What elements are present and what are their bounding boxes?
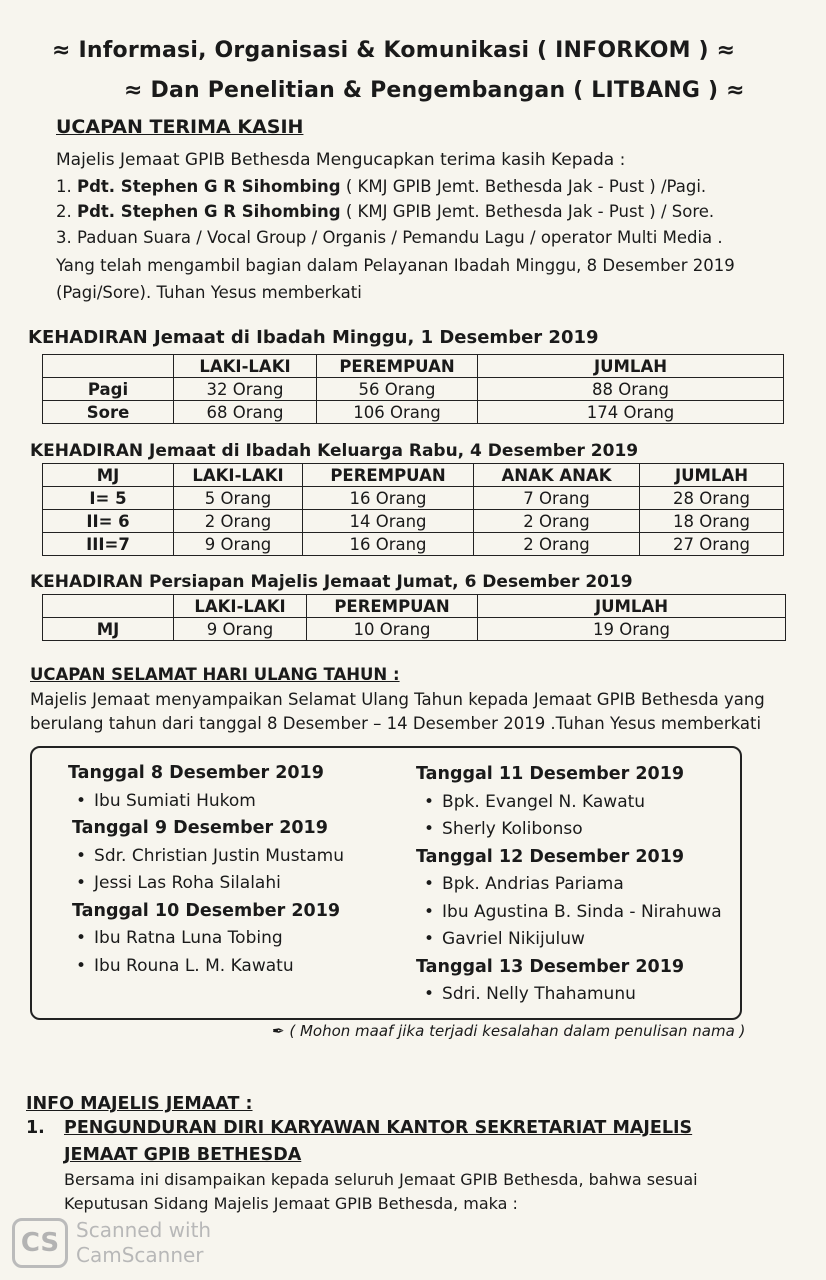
birthday-name: • Ibu Ratna Luna Tobing <box>68 925 344 953</box>
birthday-date: Tanggal 11 Desember 2019 <box>416 764 685 784</box>
table-cell: 5 Orang <box>174 487 303 510</box>
table-row <box>43 401 784 424</box>
birthday-name: • Ibu Agustina B. Sinda - Nirahuwa <box>416 899 722 927</box>
thanks-item-1 <box>56 177 706 196</box>
table-header-cell: JUMLAH <box>640 464 784 487</box>
table-cell: 9 Orang <box>174 618 307 641</box>
attendance2-title: KEHADIRAN Jemaat di Ibadah Keluarga Rabu, 4 Desember 2019 <box>30 441 639 461</box>
birthday-name: • Bpk. Evangel N. Kawatu <box>416 789 722 817</box>
table-header-cell <box>43 595 174 618</box>
birthday-date: Tanggal 9 Desember 2019 <box>72 818 328 838</box>
table-header-row <box>43 464 784 487</box>
table-header-cell: PEREMPUAN <box>317 355 478 378</box>
thanks-item-3 <box>56 228 723 247</box>
birthday-date: Tanggal 10 Desember 2019 <box>72 900 341 921</box>
birthday-name: • Bpk. Andrias Pariama <box>416 871 722 899</box>
header-line-1: ≈ Informasi, Organisasi & Komunikasi ( INFORKOM ) ≈ <box>52 38 736 63</box>
info-body-1: Bersama ini disampaikan kepada seluruh Jemaat GPIB Bethesda, bahwa sesuai <box>64 1170 698 1189</box>
info-item-title-2: JEMAAT GPIB BETHESDA <box>64 1145 302 1165</box>
table-header-cell: JUMLAH <box>478 595 786 618</box>
thanks-intro: Majelis Jemaat GPIB Bethesda Mengucapkan terima kasih Kepada : <box>56 150 626 170</box>
thanks-item-2 <box>56 202 714 221</box>
table-cell: 10 Orang <box>307 618 478 641</box>
table-header-cell: JUMLAH <box>478 355 784 378</box>
item-number: 3. <box>56 228 72 247</box>
birthday-name: • Sherly Kolibonso <box>416 816 722 844</box>
table-header-cell: PEREMPUAN <box>307 595 478 618</box>
table-header-cell: MJ <box>43 464 174 487</box>
table-cell: Pagi <box>43 378 174 401</box>
birthday-intro-1: Majelis Jemaat menyampaikan Selamat Ulang Tahun kepada Jemaat GPIB Bethesda yang <box>30 690 765 709</box>
table-cell: 14 Orang <box>303 510 474 533</box>
table-header-row <box>43 595 786 618</box>
table-cell: 56 Orang <box>317 378 478 401</box>
table-cell: 28 Orang <box>640 487 784 510</box>
birthday-name: • Sdr. Christian Justin Mustamu <box>68 843 344 871</box>
table-header-row <box>43 355 784 378</box>
item-rest: ( KMJ GPIB Jemt. Bethesda Jak - Pust ) / Sore. <box>340 202 715 221</box>
table-cell: 16 Orang <box>303 533 474 556</box>
table-cell: 32 Orang <box>174 378 317 401</box>
table-header-cell <box>43 355 174 378</box>
watermark-line-2: CamScanner <box>76 1243 204 1267</box>
table-row <box>43 510 784 533</box>
table-cell: 27 Orang <box>640 533 784 556</box>
birthday-name: • Gavriel Nikijuluw <box>416 926 722 954</box>
thanks-closing-2: (Pagi/Sore). Tuhan Yesus memberkati <box>56 283 362 302</box>
table-header-cell: PEREMPUAN <box>303 464 474 487</box>
table-cell: 16 Orang <box>303 487 474 510</box>
attendance3-table <box>42 594 786 641</box>
birthday-left-column <box>68 760 344 980</box>
attendance3-title: KEHADIRAN Persiapan Majelis Jemaat Jumat, 6 Desember 2019 <box>30 572 633 592</box>
item-name: Pdt. Stephen G R Sihombing <box>77 177 341 196</box>
attendance2-table <box>42 463 784 556</box>
item-rest: ( KMJ GPIB Jemt. Bethesda Jak - Pust ) /Pagi. <box>340 177 707 196</box>
table-cell: 174 Orang <box>478 401 784 424</box>
attendance1-title: KEHADIRAN Jemaat di Ibadah Minggu, 1 Desember 2019 <box>28 327 599 348</box>
item-rest: Paduan Suara / Vocal Group / Organis / Pemandu Lagu / operator Multi Media . <box>77 228 723 247</box>
table-cell: 9 Orang <box>174 533 303 556</box>
thanks-closing-1: Yang telah mengambil bagian dalam Pelayanan Ibadah Minggu, 8 Desember 2019 <box>56 256 735 275</box>
table-cell: 2 Orang <box>474 533 640 556</box>
table-row <box>43 487 784 510</box>
birthday-name: • Ibu Rouna L. M. Kawatu <box>68 953 344 981</box>
birthday-title: UCAPAN SELAMAT HARI ULANG TAHUN : <box>30 665 400 684</box>
info-body-2: Keputusan Sidang Majelis Jemaat GPIB Bethesda, maka : <box>64 1194 518 1213</box>
table-cell: 2 Orang <box>174 510 303 533</box>
birthday-date: Tanggal 8 Desember 2019 <box>68 763 324 783</box>
birthday-date: Tanggal 13 Desember 2019 <box>416 956 685 977</box>
table-header-cell: LAKI-LAKI <box>174 355 317 378</box>
table-cell: II= 6 <box>43 510 174 533</box>
birthday-name: • Sdri. Nelly Thahamunu <box>416 981 722 1009</box>
table-cell: Sore <box>43 401 174 424</box>
apology-note-text: ( Mohon maaf jika terjadi kesalahan dalam penulisan nama ) <box>289 1022 746 1040</box>
table-cell: 19 Orang <box>478 618 786 641</box>
info-title: INFO MAJELIS JEMAAT : <box>26 1094 253 1114</box>
apology-note <box>272 1022 745 1040</box>
table-header-cell: ANAK ANAK <box>474 464 640 487</box>
table-row <box>43 618 786 641</box>
info-item-title-1: PENGUNDURAN DIRI KARYAWAN KANTOR SEKRETARIAT MAJELIS <box>64 1118 693 1138</box>
thanks-title: UCAPAN TERIMA KASIH <box>56 116 304 138</box>
header-line-2: ≈ Dan Penelitian & Pengembangan ( LITBANG ) ≈ <box>124 78 745 103</box>
table-row <box>43 533 784 556</box>
birthday-right-column <box>416 761 722 1009</box>
table-cell: I= 5 <box>43 487 174 510</box>
table-cell: III=7 <box>43 533 174 556</box>
table-cell: 68 Orang <box>174 401 317 424</box>
item-number: 2. <box>56 202 72 221</box>
table-cell: 7 Orang <box>474 487 640 510</box>
table-row <box>43 378 784 401</box>
camscanner-watermark <box>76 1218 211 1268</box>
table-cell: 88 Orang <box>478 378 784 401</box>
table-cell: 18 Orang <box>640 510 784 533</box>
table-header-cell: LAKI-LAKI <box>174 595 307 618</box>
attendance1-table <box>42 354 784 424</box>
birthday-date: Tanggal 12 Desember 2019 <box>416 846 685 867</box>
table-cell: 106 Orang <box>317 401 478 424</box>
item-name: Pdt. Stephen G R Sihombing <box>77 202 341 221</box>
table-header-cell: LAKI-LAKI <box>174 464 303 487</box>
table-cell: MJ <box>43 618 174 641</box>
item-number: 1. <box>56 177 72 196</box>
birthday-name: • Ibu Sumiati Hukom <box>68 788 344 816</box>
birthday-intro-2: berulang tahun dari tanggal 8 Desember – 14 Desember 2019 .Tuhan Yesus memberkati <box>30 714 762 733</box>
info-item-number: 1. <box>26 1118 45 1138</box>
pen-nib-icon: ✒ <box>272 1022 285 1040</box>
birthday-name: • Jessi Las Roha Silalahi <box>68 870 344 898</box>
watermark-line-1: Scanned with <box>76 1218 212 1242</box>
table-cell: 2 Orang <box>474 510 640 533</box>
camscanner-logo: CS <box>12 1218 68 1268</box>
